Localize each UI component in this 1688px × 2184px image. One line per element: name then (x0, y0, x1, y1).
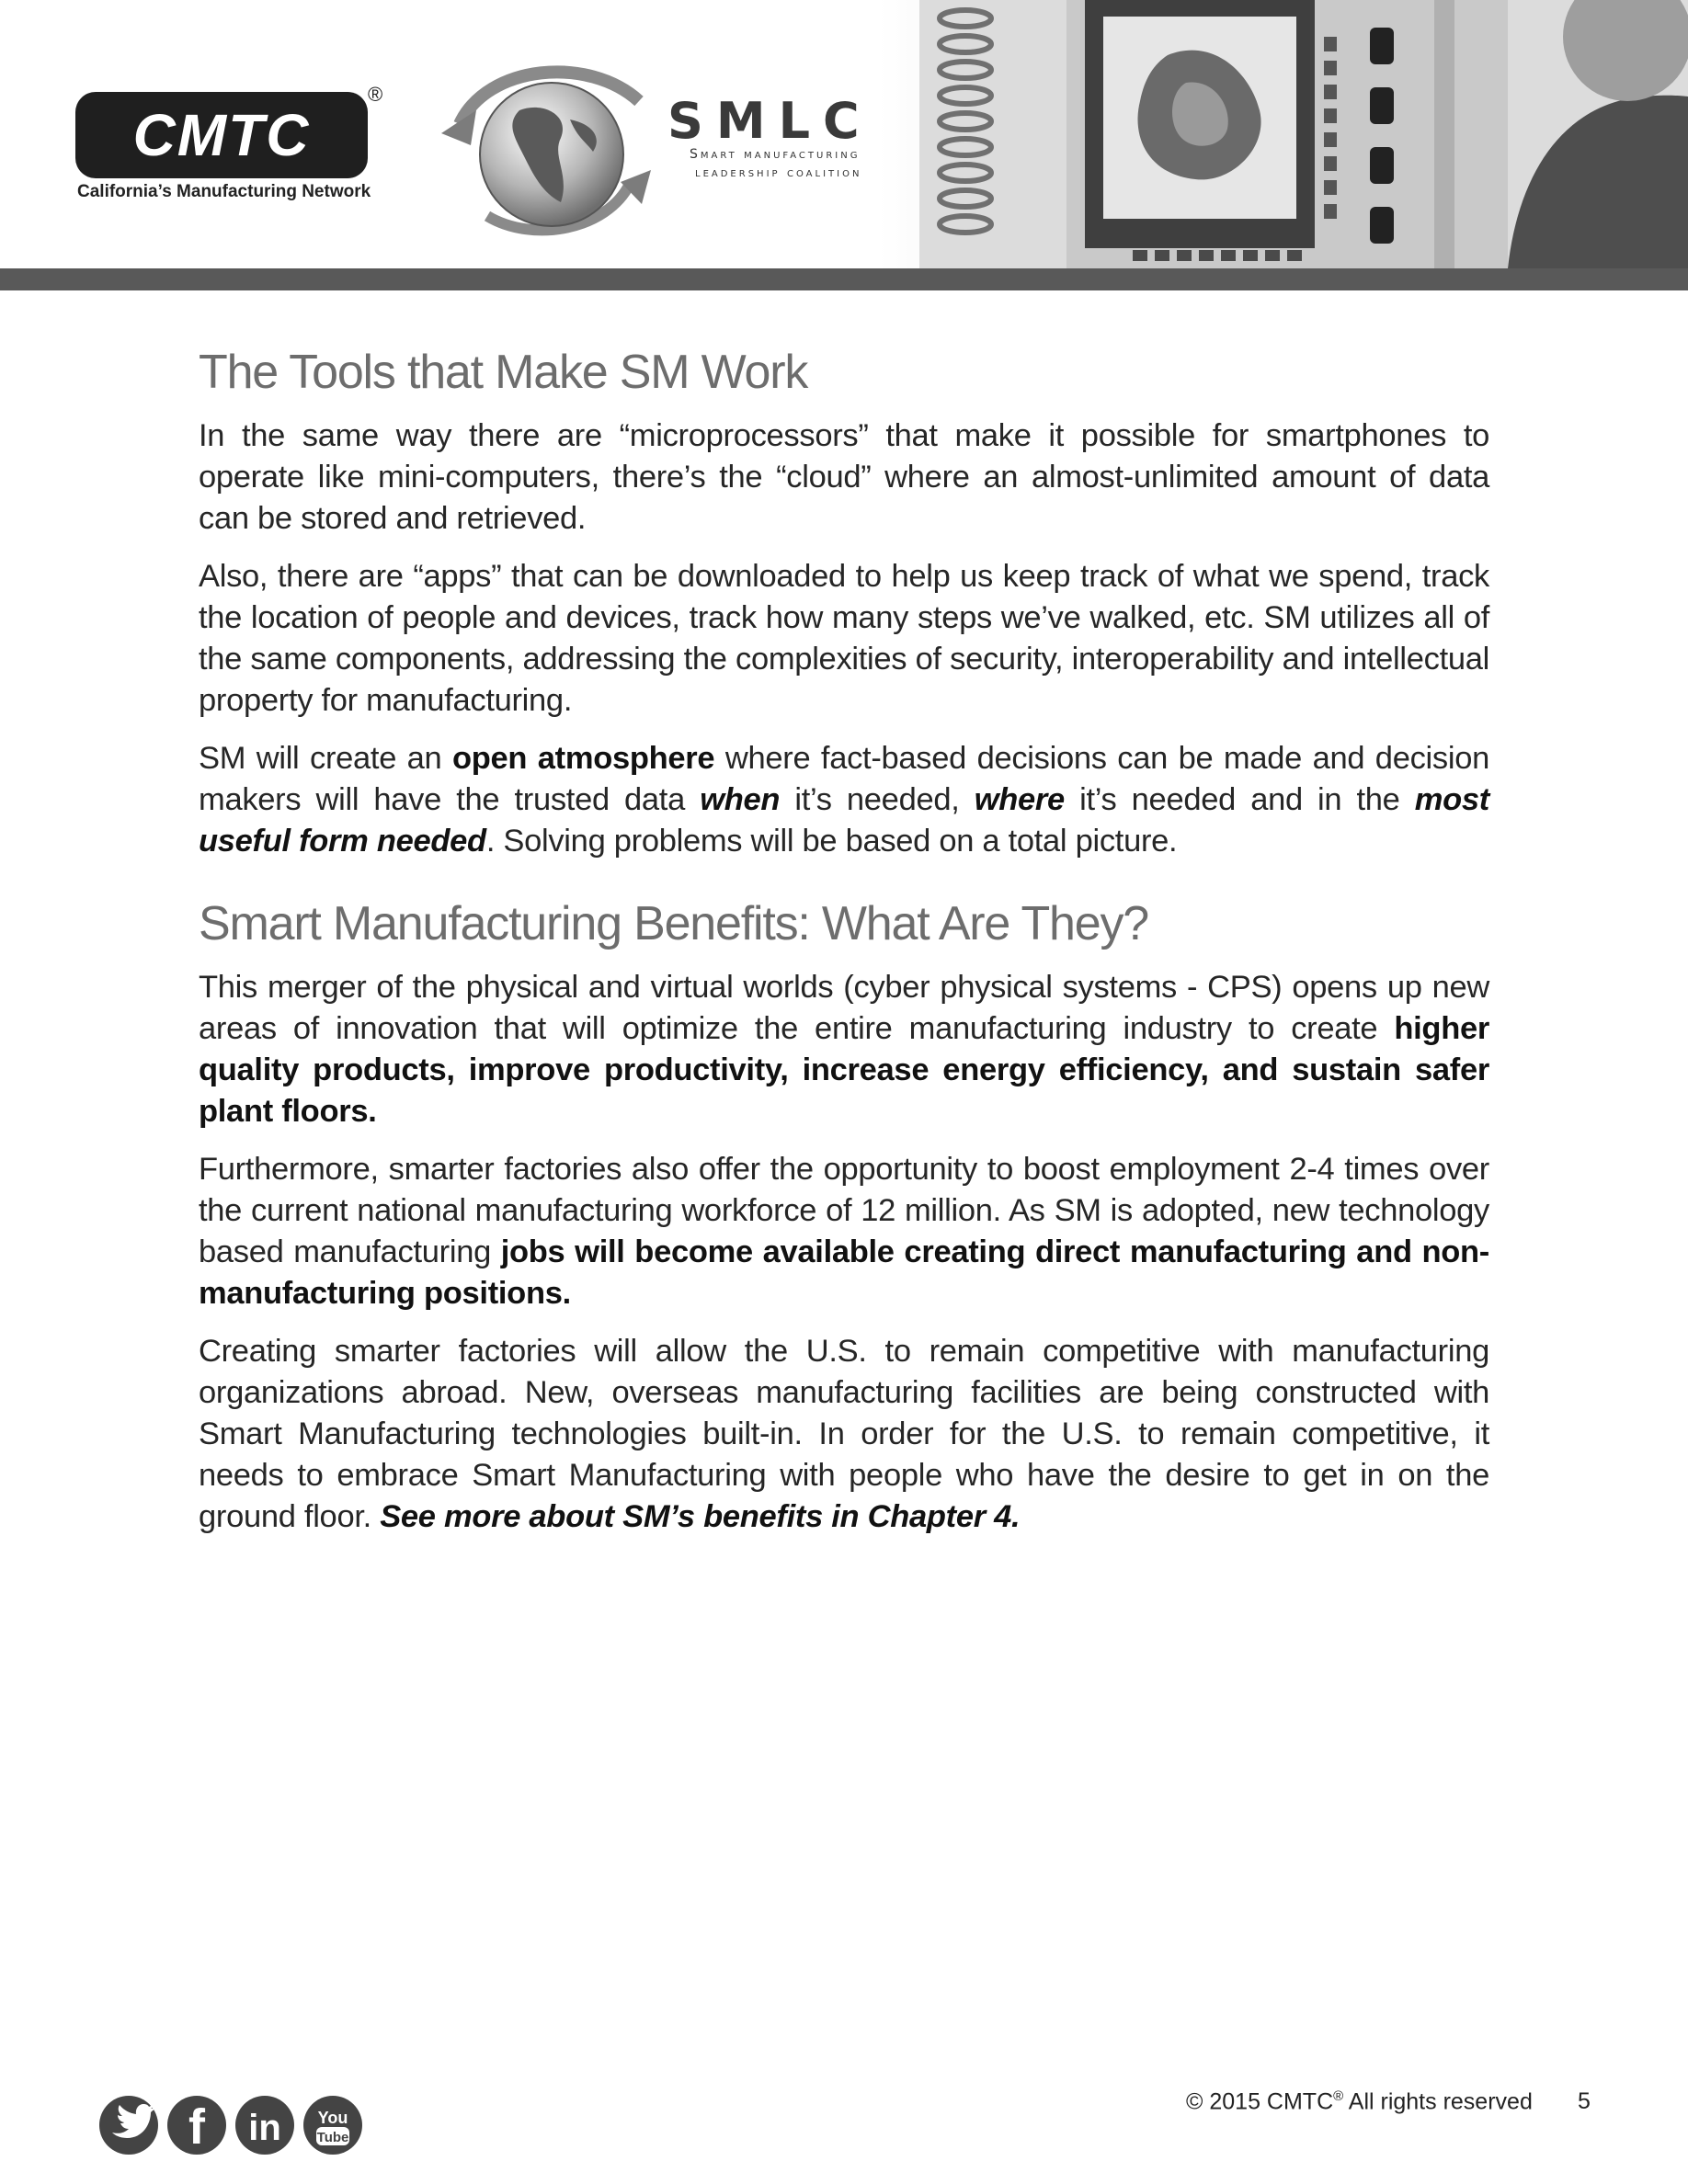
cmtc-tagline: California’s Manufacturing Network (77, 182, 371, 201)
copyright-registered-mark: ® (1333, 2088, 1344, 2104)
paragraph-tools-1: In the same way there are “microprocessors” that make it possible for smartphones to operate like mini-computers, there’s the “cloud” where an almost-unlimited amount of data can be stored and retrieved. (199, 418, 1489, 536)
cmtc-logo (75, 92, 368, 178)
text-run: it’s needed, (780, 782, 975, 817)
emphasis-when: when (700, 782, 781, 817)
text-run: Creating smarter factories will allow the U.S. to remain competitive with manufacturing organizations abroad. New, overseas manufacturing facilities are being constructed with Smart Manufacturing technologies built-in. In order for the U.S. to remain competitive, it needs to embrace Smart Manufacturing with people who have the desire to get in on the ground floor. (199, 1334, 1489, 1534)
text-run: . Solving problems will be based on a total picture. (485, 824, 1178, 859)
paragraph-benefits-2 (199, 1149, 1489, 1314)
youtube-top: You (317, 2109, 348, 2127)
emphasis-most-useful-form: most useful form needed (199, 782, 1489, 859)
text-run: This merger of the physical and virtual worlds (cyber physical systems - CPS) opens up new areas of innovation that will optimize the entire manufacturing industry to create (199, 970, 1489, 1046)
emphasis-benefits-list: higher quality products, improve productivity, increase energy efficiency, and sustain safer plant floors. (199, 1011, 1489, 1129)
youtube-icon[interactable] (303, 2096, 362, 2155)
social-icons (97, 2092, 373, 2156)
paragraph-tools-3 (199, 738, 1489, 862)
paragraph-benefits-1 (199, 967, 1489, 1132)
smlc-subtitle-line2: leadership coalition (695, 165, 862, 180)
facebook-icon[interactable] (167, 2096, 226, 2155)
cmtc-logo-text: CMTC (132, 102, 311, 168)
section-heading-benefits: Smart Manufacturing Benefits: What Are They? (199, 897, 1148, 950)
header-divider-bar (0, 268, 1688, 290)
globe-icon (432, 46, 662, 248)
linkedin-icon[interactable] (235, 2096, 294, 2155)
paragraph-tools-2: Also, there are “apps” that can be downloaded to help us keep track of what we spend, track the location of people and devices, track how many steps we’ve walked, etc. SM utilizes all of the same components, addressing the complexities of security, interoperability and intellectual property for manufacturing. (199, 559, 1489, 718)
cmtc-registered-mark: ® (368, 83, 383, 106)
text-run: SM will create an (199, 741, 452, 776)
facebook-letter: f (188, 2099, 205, 2155)
text-run: Furthermore, smarter factories also offer the opportunity to boost employment 2-4 times over the current national manufacturing workforce of 12 million. As SM is adopted, new technology based manufacturing (199, 1152, 1489, 1269)
page-header (0, 0, 1688, 268)
copyright-prefix: © 2015 CMTC (1186, 2088, 1334, 2115)
emphasis-open-atmosphere: open atmosphere (451, 741, 715, 776)
page-number: 5 (1578, 2088, 1591, 2114)
copyright-suffix: All rights reserved (1343, 2088, 1533, 2115)
paragraph-benefits-3 (199, 1331, 1489, 1538)
text-run: it’s needed and in the (1064, 782, 1415, 817)
smlc-logo-text: SMLC (667, 92, 873, 150)
text-run: where fact-based decisions can be made and decision makers will have the trusted data (199, 741, 1489, 817)
smlc-subtitle-line1: Smart manufacturing (690, 147, 861, 162)
factory-machine-photo (919, 0, 1688, 268)
linkedin-letters: in (248, 2108, 281, 2148)
link-chapter-4: See more about SM’s benefits in Chapter 4. (380, 1499, 1021, 1534)
emphasis-jobs: jobs will become available creating direct manufacturing and non-manufacturing positions. (199, 1234, 1489, 1311)
youtube-bottom: Tube (316, 2130, 349, 2145)
copyright-notice (1186, 2088, 1533, 2115)
main-content (199, 340, 1489, 1538)
emphasis-where: where (974, 782, 1065, 817)
twitter-icon[interactable] (99, 2096, 158, 2155)
section-heading-tools: The Tools that Make SM Work (199, 346, 808, 399)
